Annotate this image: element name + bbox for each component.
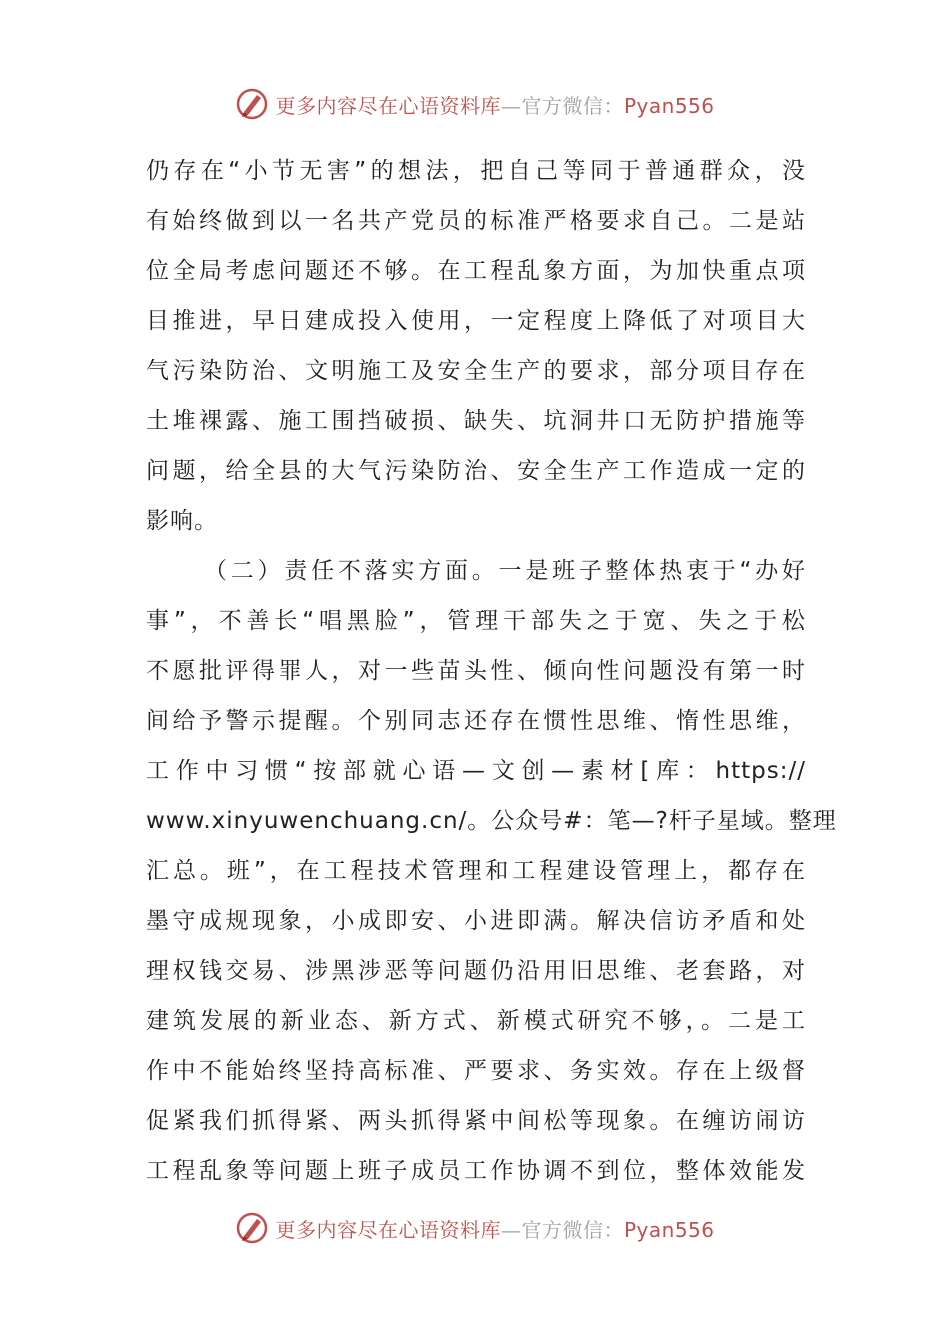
text-line: 墨守成规现象，小成即安、小进即满。解决信访矛盾和处 (146, 908, 806, 934)
footer-banner (0, 1208, 950, 1248)
banner-text: 更多内容尽在心语资料库—官方微信：Pyan556 (275, 93, 715, 118)
text-line: 促紧我们抓得紧、两头抓得紧中间松等现象。在缠访闹访 (146, 1108, 806, 1134)
text-line: 汇总。班”，在工程技术管理和工程建设管理上，都存在 (146, 858, 806, 884)
text-line: 土堆裸露、施工围挡破损、缺失、坑洞井口无防护措施等 (146, 408, 806, 434)
text-line: 问题，给全县的大气污染防治、安全生产工作造成一定的 (146, 458, 806, 484)
text-line: 影响。 (146, 508, 218, 534)
text-line: 目推进，早日建成投入使用，一定程度上降低了对项目大 (146, 308, 806, 334)
pen-logo-icon (235, 87, 269, 121)
text-line: www.xinyuwenchuang.cn/。公众号#：笔—?杆子星域。整理 (146, 808, 837, 834)
text-line: 有始终做到以一名共产党员的标准严格要求自己。二是站 (146, 208, 806, 234)
text-line: 建筑发展的新业态、新方式、新模式研究不够，。二是工 (146, 1008, 806, 1034)
text-line: 事”，不善长“唱黑脸”，管理干部失之于宽、失之于松 (146, 608, 806, 634)
pen-logo-icon (235, 1211, 269, 1245)
text-line: 位全局考虑问题还不够。在工程乱象方面，为加快重点项 (146, 258, 806, 284)
text-line: 工程乱象等问题上班子成员工作协调不到位，整体效能发 (146, 1158, 806, 1184)
text-line: 气污染防治、文明施工及安全生产的要求，部分项目存在 (146, 358, 806, 384)
paragraph-start-line: （二）责任不落实方面。一是班子整体热衷于“办好 (204, 558, 806, 584)
text-line: 仍存在“小节无害”的想法，把自己等同于普通群众，没 (146, 158, 806, 184)
text-line: 作中不能始终坚持高标准、严要求、务实效。存在上级督 (146, 1058, 806, 1084)
text-line: 间给予警示提醒。个别同志还存在惯性思维、惰性思维， (146, 708, 806, 734)
header-banner (0, 84, 950, 124)
banner-text: 更多内容尽在心语资料库—官方微信：Pyan556 (275, 1217, 715, 1242)
text-line: 理权钱交易、涉黑涉恶等问题仍沿用旧思维、老套路，对 (146, 958, 806, 984)
text-line: 不愿批评得罪人，对一些苗头性、倾向性问题没有第一时 (146, 658, 806, 684)
text-line: 工作中习惯“按部就心语—文创—素材[库：https:// (146, 758, 806, 784)
document-body (146, 146, 837, 1196)
